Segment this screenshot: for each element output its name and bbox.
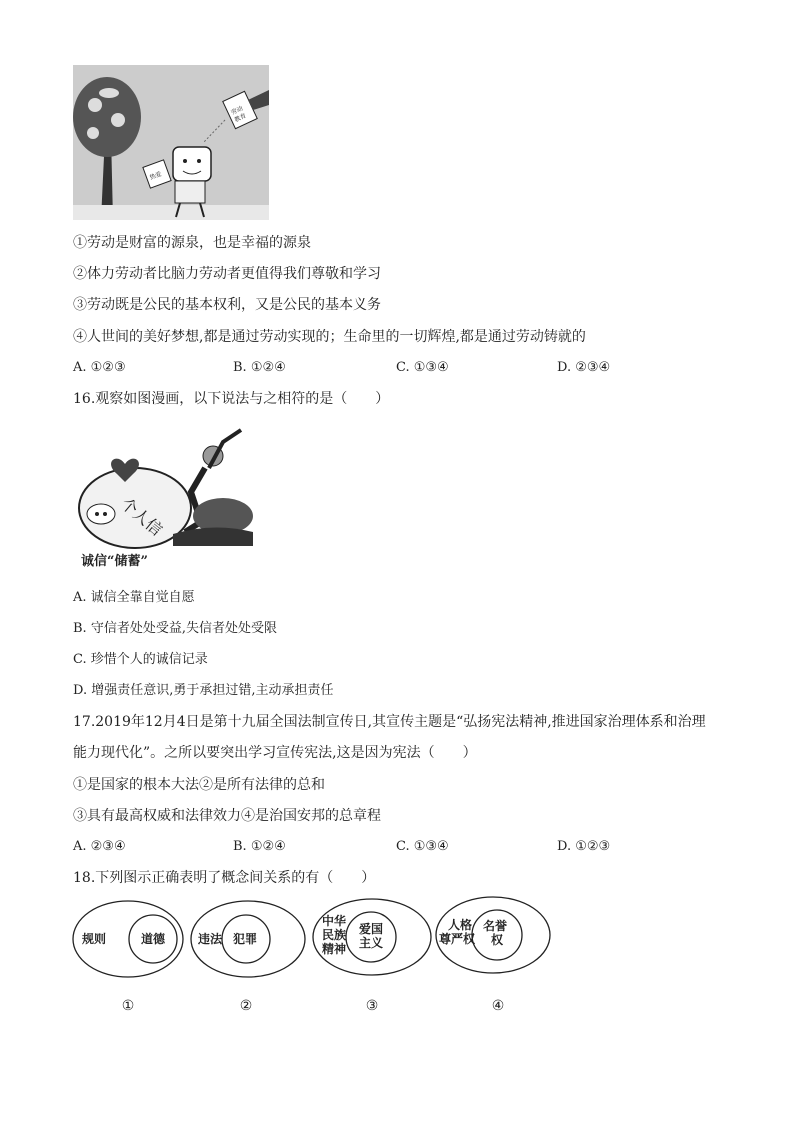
q18-d3-inner-label: 爱国主义	[359, 922, 384, 950]
q16-option-a: A. 诚信全靠自觉自愿	[73, 590, 195, 605]
q18-diagram-1	[73, 901, 183, 977]
q18-num-4: ④	[491, 998, 505, 1014]
q18-stem: 18.下列图示正确表明了概念间关系的有（ ）	[73, 870, 376, 886]
q18-num-3: ③	[365, 998, 379, 1014]
q16-option-d: D. 增强责任意识,勇于承担过错,主动承担责任	[73, 683, 334, 698]
q17-option-a: A. ②③④	[73, 839, 126, 854]
q18-num-1: ①	[121, 998, 135, 1014]
q15-option-d: D. ②③④	[557, 360, 611, 375]
q18-d2-outer-label: 违法	[198, 932, 223, 946]
q17-stem-line-2: 能力现代化”。之所以要突出学习宣传宪法,这是因为宪法（ ）	[73, 745, 477, 761]
q18-diagram-4	[436, 897, 550, 973]
svg-text:个人信: 个人信	[117, 494, 167, 540]
q15-option-c: C. ①③④	[396, 360, 449, 375]
q17-option-d: D. ①②③	[557, 839, 611, 854]
q15-statement-2: ②体力劳动者比脑力劳动者更值得我们尊敬和学习	[73, 266, 381, 282]
q15-option-b: B. ①②④	[233, 360, 286, 375]
q18-concept-diagrams	[70, 895, 560, 1020]
honesty-savings-cartoon	[73, 422, 255, 570]
q16-option-b: B. 守信者处处受益,失信者处处受限	[73, 621, 277, 636]
q16-option-c: C. 珍惜个人的诚信记录	[73, 652, 208, 667]
q18-num-2: ②	[239, 998, 253, 1014]
q17-statement-1: ①是国家的根本大法②是所有法律的总和	[73, 777, 325, 793]
q18-d1-outer-label: 规则	[82, 932, 107, 946]
q17-stem-line-1: 17.2019年12月4日是第十九届全国法制宣传日,其宣传主题是“弘扬宪法精神,推进国家治理体系和治理	[73, 714, 706, 730]
q18-d3-outer-label: 中华民族精神	[322, 914, 347, 956]
svg-text:教育: 教育	[233, 112, 248, 124]
q17-option-b: B. ①②④	[233, 839, 286, 854]
svg-text:劳动: 劳动	[230, 105, 245, 117]
q18-d4-inner-label: 名誉权	[483, 919, 508, 947]
q18-d1-inner-label: 道德	[141, 932, 166, 946]
q16-stem: 16.观察如图漫画，以下说法与之相符的是（ ）	[73, 391, 390, 407]
q18-d2-inner-label: 犯罪	[233, 932, 258, 946]
q15-statement-1: ①劳动是财富的源泉，也是幸福的源泉	[73, 235, 311, 251]
q15-option-a: A. ①②③	[73, 360, 126, 375]
q18-d4-outer-label: 人格尊严权	[439, 918, 476, 946]
q17-statement-2: ③具有最高权威和法律效力④是治国安邦的总章程	[73, 808, 381, 824]
q18-diagram-3	[313, 899, 431, 975]
q18-diagram-2	[191, 901, 305, 977]
svg-text:热爱: 热爱	[148, 170, 163, 182]
svg-text:诚信“储蓄”: 诚信“储蓄”	[81, 554, 148, 569]
q17-option-c: C. ①③④	[396, 839, 449, 854]
labor-education-cartoon	[73, 65, 269, 220]
q15-statement-4: ④人世间的美好梦想,都是通过劳动实现的；生命里的一切辉煌,都是通过劳动铸就的	[73, 329, 586, 345]
q15-statement-3: ③劳动既是公民的基本权利，又是公民的基本义务	[73, 297, 381, 313]
